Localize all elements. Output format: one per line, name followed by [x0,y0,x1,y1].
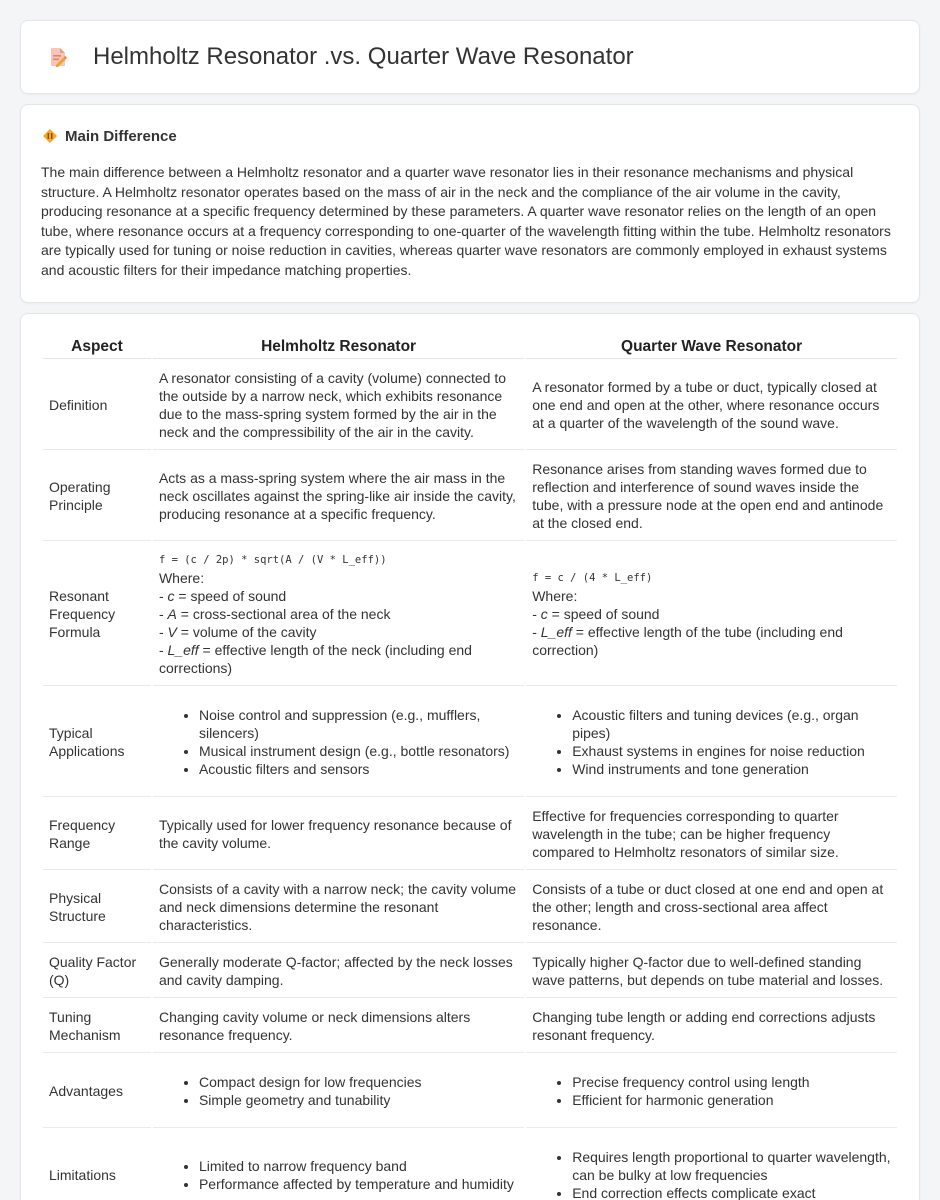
bullet-list [159,1157,518,1193]
formula-var: - L_eff = effective length of the tube (including end correction) [532,624,843,658]
table-row [43,1130,897,1200]
formula-code: f = (c / 2p) * sqrt(A / (V * L_eff)) [158,554,387,566]
aspect-cell: Resonant Frequency Formula [43,543,151,686]
formula-code: f = c / (4 * L_eff) [532,572,653,584]
section-heading-label: Main Difference [65,127,177,145]
helmholtz-cell: Acts as a mass-spring system where the air mass in the neck oscillates against the spring-like air inside the cavity, producing resonance at a specific frequency. [153,452,524,541]
formula-desc: = cross-sectional area of the neck [176,606,391,622]
list-item: • Acoustic filters and sensors [199,760,518,778]
formula-where: Where: [532,588,578,604]
bullet-list [532,1073,891,1109]
formula-symbol: A [167,606,177,622]
aspect-cell: Frequency Range [43,799,151,870]
list-item: • Requires length proportional to quarter wavelength, can be bulky at low frequencies [572,1148,891,1184]
bullet-list [159,1073,518,1109]
list-item: • Noise control and suppression (e.g., mufflers, silencers) [199,706,518,742]
table-row [43,799,897,870]
bullet-list [159,706,518,778]
formula-where: Where: [158,570,205,586]
quarter-wave-cell: Consists of a tube or duct closed at one end and open at the other; length and cross-sectional area affect resonance. [526,872,897,943]
summary-text: The main difference between a Helmholtz resonator and a quarter wave resonator lies in their resonance mechanisms and physical structure. A Helmholtz resonator operates based on the mass of air in the neck and the compliance of the air volume in the cavity, producing resonance at a specific frequency determined by these parameters. A quarter wave resonator relies on the length of an open tube, where resonance occurs at a frequency corresponding to one-quarter of the wavelength fitting within the tube. Helmholtz resonators are typically used for tuning or noise reduction in cavities, whereas quarter wave resonators are commonly employed in exhaust systems and acoustic filters for their impedance matching properties. [41,164,891,278]
list-item: • Efficient for harmonic generation [572,1091,891,1109]
table-row [43,1000,897,1053]
quarter-wave-cell: Typically higher Q-factor due to well-defined standing wave patterns, but depends on tube material and losses. [526,945,897,998]
helmholtz-cell [153,1055,524,1128]
main-difference-section [20,104,920,303]
list-item: • End correction effects complicate exact [572,1184,891,1200]
page-header [20,20,920,94]
formula-var: - c = speed of sound [158,588,287,604]
list-item: • Musical instrument design (e.g., bottle resonators) [199,742,518,760]
list-item: • Precise frequency control using length [572,1073,891,1091]
list-item: • Simple geometry and tunability [199,1091,518,1109]
page-title: Helmholtz Resonator .vs. Quarter Wave Resonator [93,43,634,70]
table-row [43,543,897,686]
section-heading [41,127,899,145]
list-item: • Wind instruments and tone generation [572,760,891,778]
quarter-wave-cell [526,1130,897,1200]
quarter-wave-cell: A resonator formed by a tube or duct, typically closed at one end and open at the other, where resonance occurs at a quarter of the wavelength of the sound wave. [526,361,897,450]
helmholtz-cell: Changing cavity volume or neck dimensions alters resonance frequency. [153,1000,524,1053]
quarter-wave-cell [526,688,897,797]
table-row [43,945,897,998]
aspect-cell: Quality Factor (Q) [43,945,151,998]
quarter-wave-cell: Resonance arises from standing waves formed due to reflection and interference of sound waves inside the tube, with a pressure node at the open end and antinode at the closed end. [526,452,897,541]
formula-symbol: c [540,606,548,622]
list-item: • Performance affected by temperature and humidity [199,1175,518,1193]
list-item: • Exhaust systems in engines for noise reduction [572,742,891,760]
helmholtz-cell: A resonator consisting of a cavity (volume) connected to the outside by a narrow neck, which exhibits resonance due to the mass-spring system formed by the air in the neck and the compressibility of the air in the cavity. [153,361,524,450]
table-header-row [43,334,897,359]
formula-desc: = effective length of the neck (including end corrections) [158,642,472,676]
helmholtz-cell: Typically used for lower frequency resonance because of the cavity volume. [153,799,524,870]
aspect-cell: Definition [43,361,151,450]
table-row [43,1055,897,1128]
helmholtz-cell [153,688,524,797]
helmholtz-cell [153,1130,524,1200]
formula-desc: = speed of sound [547,606,660,622]
header-aspect: Aspect [43,334,151,359]
quarter-wave-cell: Changing tube length or adding end corrections adjusts resonant frequency. [526,1000,897,1053]
document-edit-icon [45,44,71,70]
formula-symbol: V [167,624,177,640]
formula-var: - V = volume of the cavity [158,624,317,640]
formula-desc: = speed of sound [174,588,287,604]
aspect-cell: Physical Structure [43,872,151,943]
formula-var: - A = cross-sectional area of the neck [158,606,391,622]
table-row [43,361,897,450]
aspect-cell: Tuning Mechanism [43,1000,151,1053]
helmholtz-formula-cell [153,543,524,686]
formula-symbol: c [167,588,175,604]
table-row [43,872,897,943]
bullet-list [532,706,891,778]
helmholtz-cell: Consists of a cavity with a narrow neck; the cavity volume and neck dimensions determine the resonant characteristics. [153,872,524,943]
quarter-wave-cell [526,1055,897,1128]
helmholtz-cell: Generally moderate Q-factor; affected by the neck losses and cavity damping. [153,945,524,998]
formula-symbol: L_eff [540,624,572,640]
header-helmholtz: Helmholtz Resonator [153,334,524,359]
comparison-table [41,332,899,1200]
quarter-wave-formula-cell [526,543,897,686]
formula-symbol: L_eff [167,642,199,658]
bullet-diamond-icon [41,127,59,145]
aspect-cell: Operating Principle [43,452,151,541]
formula-desc: = volume of the cavity [176,624,317,640]
formula-var: - L_eff = effective length of the neck (including end corrections) [158,642,472,676]
formula-var: - c = speed of sound [532,606,660,622]
table-row [43,452,897,541]
formula-desc: = effective length of the tube (including end correction) [532,624,843,658]
comparison-table-card [20,313,920,1200]
list-item: • Acoustic filters and tuning devices (e.g., organ pipes) [572,706,891,742]
list-item: • Limited to narrow frequency band [199,1157,518,1175]
header-quarter-wave: Quarter Wave Resonator [526,334,897,359]
aspect-cell: Typical Applications [43,688,151,797]
list-item: • Compact design for low frequencies [199,1073,518,1091]
table-row [43,688,897,797]
quarter-wave-cell: Effective for frequencies corresponding to quarter wavelength in the tube; can be higher frequency compared to Helmholtz resonators of similar size. [526,799,897,870]
aspect-cell: Advantages [43,1055,151,1128]
aspect-cell: Limitations [43,1130,151,1200]
bullet-list [532,1148,891,1200]
